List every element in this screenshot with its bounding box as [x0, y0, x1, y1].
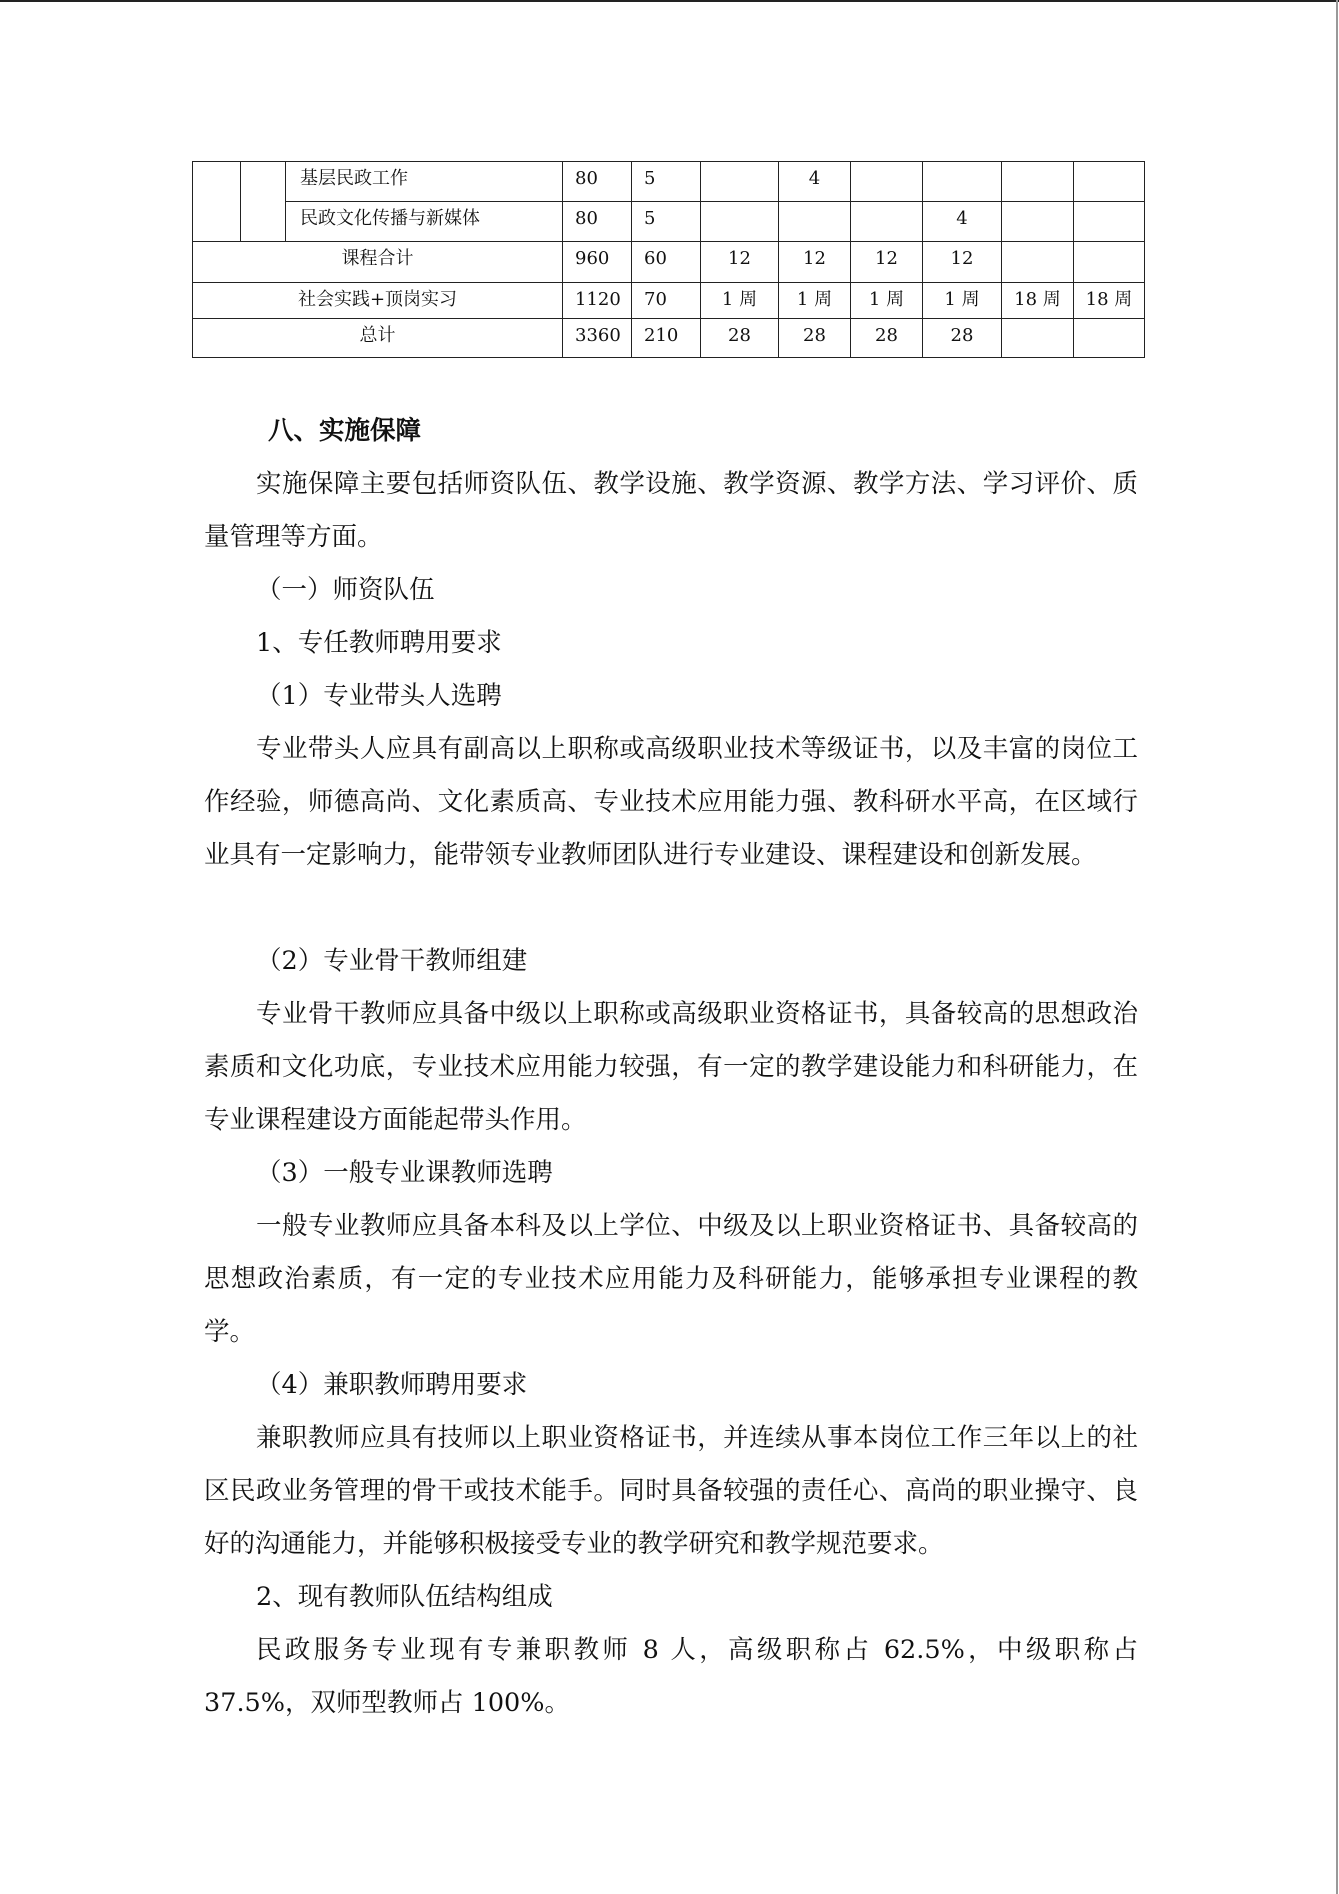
page-right-border [1336, 0, 1338, 1894]
hours-cell: 1120 [563, 283, 632, 319]
semester-5-cell [1002, 162, 1074, 202]
semester-1-cell [701, 202, 779, 242]
semester-3-cell [851, 202, 923, 242]
paragraph: 一般专业教师应具备本科及以上学位、中级及以上职业资格证书、具备较高的思想政治素质，有一定的专业技术应用能力及科研能力，能够承担专业课程的教学。 [204, 1211, 1138, 1347]
course-hours-table [192, 161, 1145, 358]
semester-4-cell: 28 [923, 319, 1002, 358]
hours-cell: 3360 [563, 319, 632, 358]
semester-3-cell [851, 162, 923, 202]
semester-2-cell: 1 周 [779, 283, 851, 319]
credits-cell: 5 [632, 162, 701, 202]
hours-cell: 80 [563, 162, 632, 202]
grand-total-label: 总计 [193, 319, 563, 358]
credits-cell: 60 [632, 242, 701, 283]
credits-cell: 210 [632, 319, 701, 358]
item-title: 2、现有教师队伍结构组成 [256, 1582, 553, 1612]
semester-1-cell: 1 周 [701, 283, 779, 319]
hours-cell: 960 [563, 242, 632, 283]
course-name-cell: 民政文化传播与新媒体 [286, 202, 563, 242]
semester-2-cell: 28 [779, 319, 851, 358]
table-row [193, 242, 1145, 283]
table-row [193, 283, 1145, 319]
section-heading: 八、实施保障 [268, 416, 422, 446]
semester-5-cell: 18 周 [1002, 283, 1074, 319]
credits-cell: 70 [632, 283, 701, 319]
intro-paragraph: 实施保障主要包括师资队伍、教学设施、教学资源、教学方法、学习评价、质量管理等方面。 [204, 469, 1138, 552]
paragraph: 专业骨干教师应具备中级以上职称或高级职业资格证书，具备较高的思想政治素质和文化功底，专业技术应用能力较强，有一定的教学建设能力和科研能力，在专业课程建设方面能起带头作用。 [204, 999, 1138, 1135]
table-row [193, 162, 1145, 202]
semester-4-cell: 12 [923, 242, 1002, 283]
semester-4-cell: 4 [923, 202, 1002, 242]
credits-cell: 5 [632, 202, 701, 242]
paragraph-title: （2）专业骨干教师组建 [256, 946, 528, 976]
hours-cell: 80 [563, 202, 632, 242]
paragraph-title: （3）一般专业课教师选聘 [256, 1158, 553, 1188]
table-row [193, 319, 1145, 358]
semester-4-cell: 1 周 [923, 283, 1002, 319]
paragraph-title: （4）兼职教师聘用要求 [256, 1370, 528, 1400]
semester-2-cell: 12 [779, 242, 851, 283]
paragraph: 专业带头人应具有副高以上职称或高级职业技术等级证书，以及丰富的岗位工作经验，师德高尚、文化素质高、专业技术应用能力强、教科研水平高，在区域行业具有一定影响力，能带领专业教师团队进行专业建设、课程建设和创新发展。 [204, 734, 1138, 870]
semester-6-cell [1074, 319, 1145, 358]
paragraph-title: （1）专业带头人选聘 [256, 681, 502, 711]
paragraph: 民政服务专业现有专兼职教师 8 人，高级职称占 62.5%，中级职称占 37.5%，双师型教师占 100%。 [204, 1635, 1138, 1718]
paragraph: 兼职教师应具有技师以上职业资格证书，并连续从事本岗位工作三年以上的社区民政业务管理的骨干或技术能手。同时具备较强的责任心、高尚的职业操守、良好的沟通能力，并能够积极接受专业的教学研究和教学规范要求。 [204, 1423, 1138, 1559]
semester-6-cell: 18 周 [1074, 283, 1145, 319]
semester-1-cell: 12 [701, 242, 779, 283]
page-top-border [0, 0, 1339, 2]
semester-1-cell [701, 162, 779, 202]
semester-5-cell [1002, 202, 1074, 242]
semester-3-cell: 12 [851, 242, 923, 283]
semester-2-cell [779, 202, 851, 242]
semester-5-cell [1002, 242, 1074, 283]
table-cell-blank [193, 162, 241, 242]
item-title: 1、专任教师聘用要求 [256, 628, 502, 658]
semester-3-cell: 1 周 [851, 283, 923, 319]
table-row [193, 202, 1145, 242]
semester-3-cell: 28 [851, 319, 923, 358]
course-total-label: 课程合计 [193, 242, 563, 283]
semester-4-cell [923, 162, 1002, 202]
course-name-cell: 基层民政工作 [286, 162, 563, 202]
semester-1-cell: 28 [701, 319, 779, 358]
semester-6-cell [1074, 242, 1145, 283]
semester-5-cell [1002, 319, 1074, 358]
practice-label: 社会实践+顶岗实习 [193, 283, 563, 319]
table-cell-blank [241, 162, 286, 242]
semester-6-cell [1074, 202, 1145, 242]
semester-2-cell: 4 [779, 162, 851, 202]
subsection-title: （一）师资队伍 [256, 575, 435, 605]
semester-6-cell [1074, 162, 1145, 202]
